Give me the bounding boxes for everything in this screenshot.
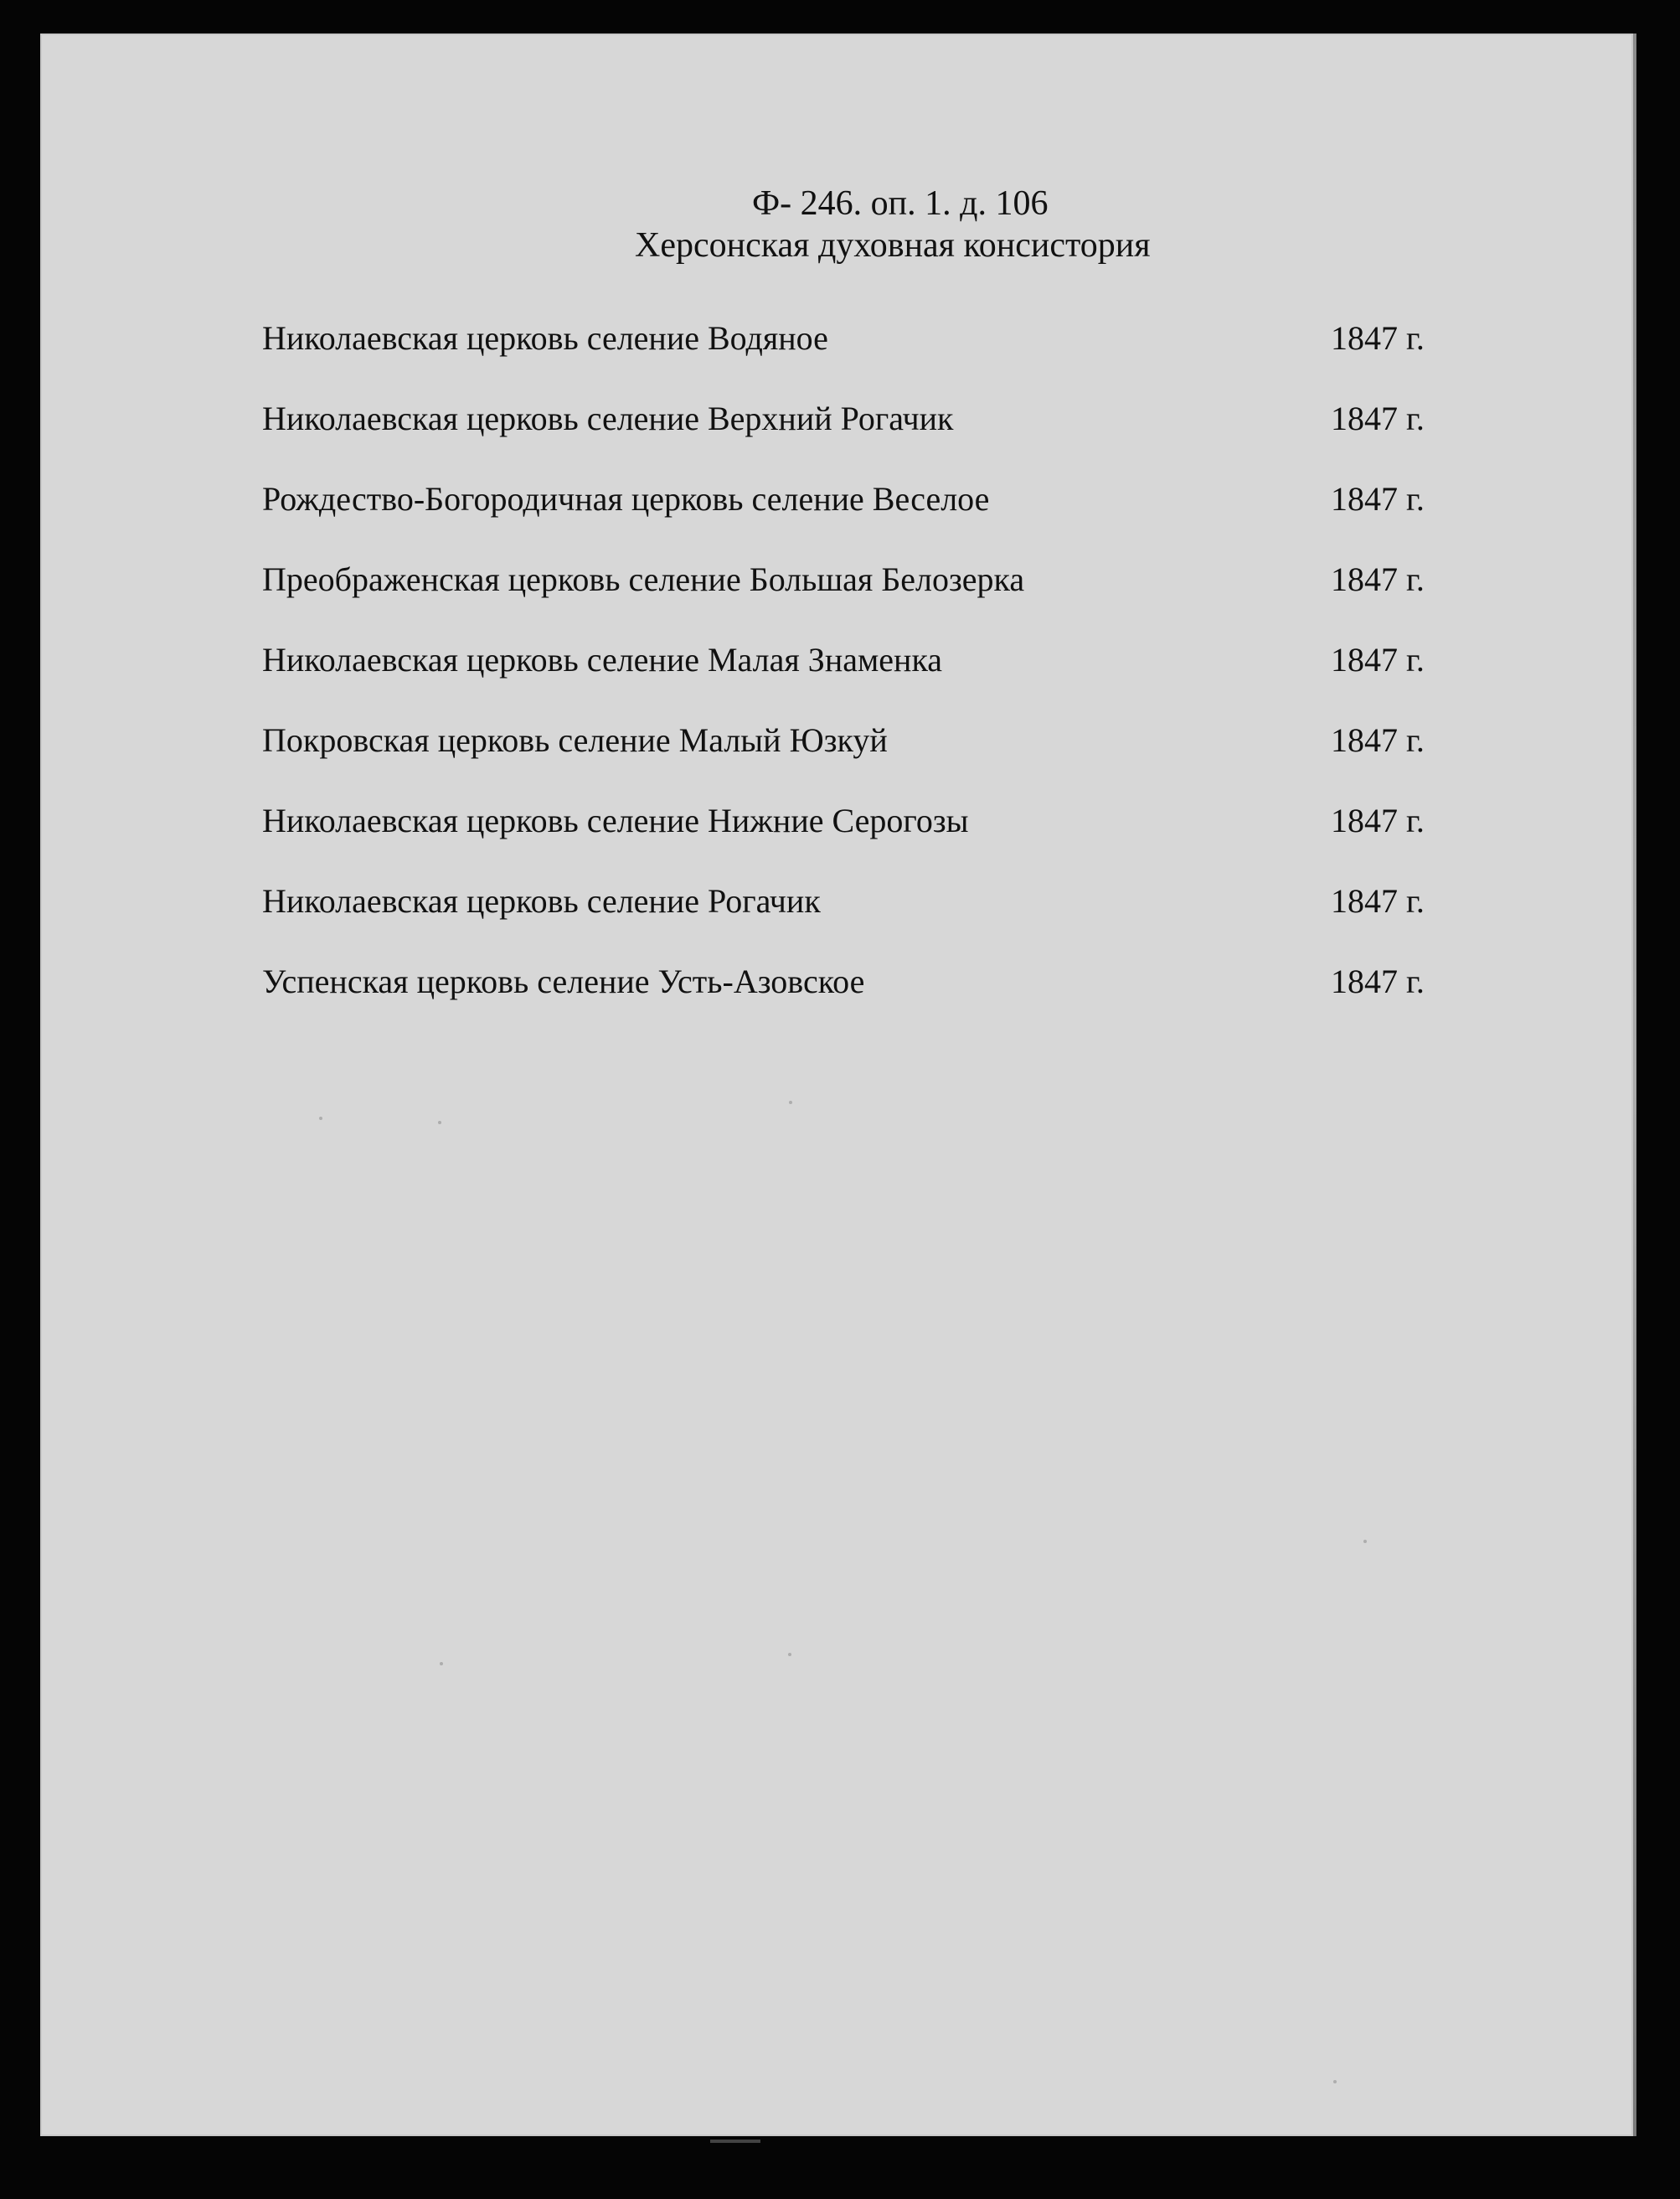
list-item [262,397,1451,441]
church-title: Николаевская церковь селение Рогачик [262,882,821,920]
entry-year: 1847 г. [1331,641,1425,679]
archive-reference: Ф- 246. оп. 1. д. 106 [752,184,1049,223]
scan-edge [710,2140,760,2143]
church-title: Успенская церковь селение Усть-Азовское [262,963,865,1000]
scan-speck [440,1662,443,1665]
entry-year: 1847 г. [1331,400,1425,437]
entry-year: 1847 г. [1331,802,1425,839]
church-title: Преображенская церковь селение Большая Белозерка [262,560,1025,598]
entry-year: 1847 г. [1331,560,1425,598]
entry-year: 1847 г. [1331,480,1425,518]
list-item [262,638,1451,682]
church-title: Николаевская церковь селение Верхний Рогачик [262,400,954,437]
entry-year: 1847 г. [1331,882,1425,920]
list-item [262,960,1451,1004]
scan-speck [438,1121,441,1124]
scan-edge [1633,34,1636,2136]
list-item [262,558,1451,601]
church-title: Николаевская церковь селение Нижние Серогозы [262,802,969,839]
institution-name: Херсонская духовная консистория [635,226,1151,265]
list-item [262,317,1451,360]
church-title: Покровская церковь селение Малый Юзкуй [262,721,888,759]
church-title: Николаевская церковь селение Водяное [262,319,828,357]
church-title: Николаевская церковь селение Малая Знаменка [262,641,943,679]
entry-year: 1847 г. [1331,963,1425,1000]
scanned-document-page [40,34,1633,2136]
entry-year: 1847 г. [1331,721,1425,759]
church-title: Рождество-Богородичная церковь селение Веселое [262,480,990,518]
list-item [262,477,1451,521]
scan-speck [788,1653,791,1656]
scan-speck [319,1117,322,1120]
scan-speck [789,1101,792,1104]
entry-year: 1847 г. [1331,319,1425,357]
list-item [262,719,1451,762]
scan-speck [1333,2080,1337,2083]
scan-speck [1363,1540,1367,1543]
church-list [40,34,1633,2136]
list-item [262,799,1451,843]
list-item [262,880,1451,923]
